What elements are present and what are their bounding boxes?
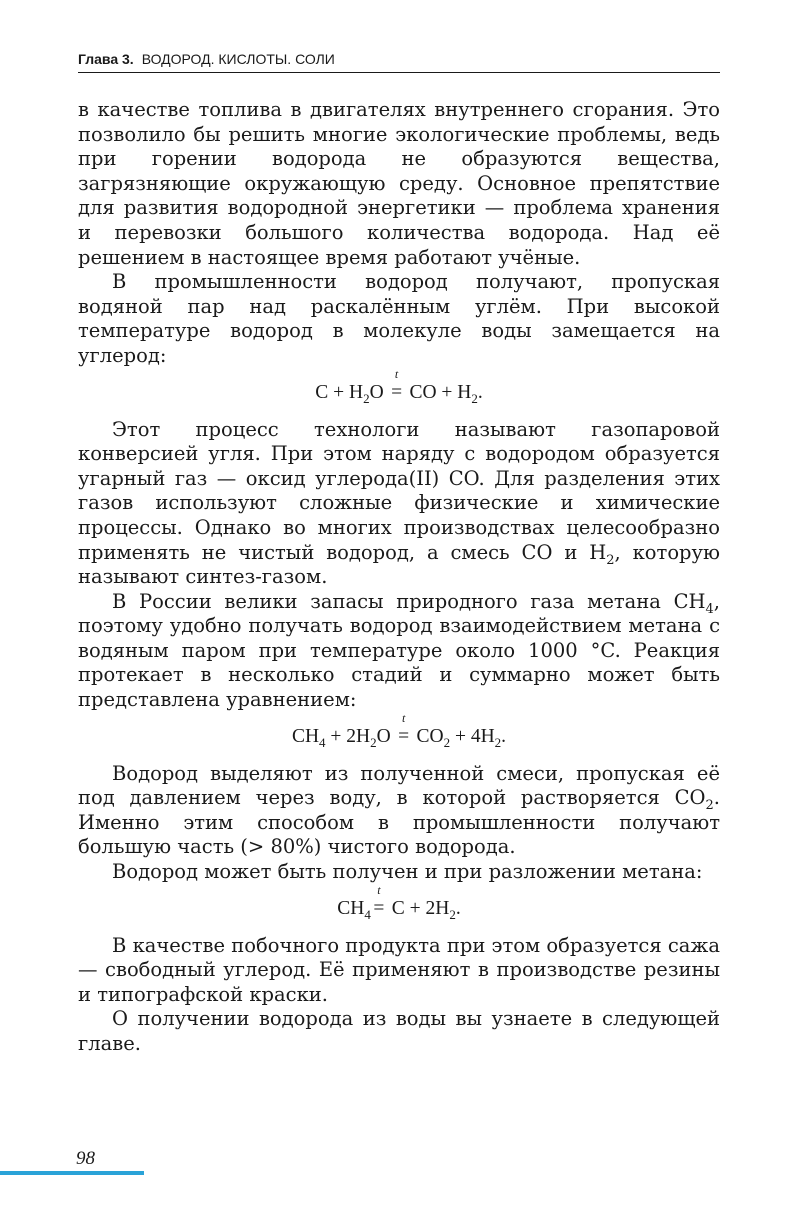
eq1-part-c: CO + H — [404, 381, 472, 403]
eq1-part-b: O — [369, 381, 389, 403]
eq1-part-d: . — [477, 381, 483, 403]
paragraph-4-text: В России велики запасы природного газа метана CH — [112, 589, 706, 613]
paragraph-4-end: , поэтому удобно получать водород взаимодействием метана с водяным паром при температуре около 1000 °C. Реакция протекает в несколько стадий и суммарно может быть представлена уравнением: — [78, 589, 720, 712]
page-accent-bar — [0, 1171, 144, 1175]
eq2-sign: = — [398, 725, 410, 747]
eq2-part-f: . — [501, 725, 507, 747]
eq3-condition-sign — [371, 882, 387, 921]
paragraph-4-sub: 4 — [705, 601, 714, 617]
paragraph-4 — [78, 590, 720, 713]
eq3-condition: t — [377, 882, 381, 897]
paragraph-5-end: . Именно этим способом в промышленности получают большую часть (> 80%) чистого водорода. — [78, 786, 720, 859]
eq2-sub-a: 4 — [319, 734, 326, 750]
eq3-sub-b: 2 — [449, 906, 456, 922]
paragraph-7: В качестве побочного продукта при этом образуется сажа — свободный углерод. Её применяют в производстве резины и типографской краски. — [78, 933, 720, 1006]
equation-1 — [78, 366, 720, 406]
eq2-sub-e: 2 — [494, 734, 502, 750]
paragraph-3 — [78, 418, 720, 590]
paragraph-3-sub: 2 — [606, 552, 615, 568]
eq2-part-b: + 2H — [325, 725, 371, 747]
paragraph-8: О получении водорода из воды вы узнаете в следующей главе. — [78, 1007, 720, 1055]
eq2-condition-sign — [396, 710, 412, 749]
eq1-condition-sign — [389, 366, 405, 405]
eq3-sub-a: 4 — [364, 906, 371, 922]
page-body — [78, 98, 720, 1057]
eq2-sub-d: 2 — [443, 734, 451, 750]
eq1-sub-a: 2 — [363, 390, 370, 406]
paragraph-5-sub: 2 — [705, 798, 714, 814]
eq3-part-c: . — [455, 897, 461, 919]
eq2-part-c: O — [376, 725, 396, 747]
eq2-sub-b: 2 — [370, 734, 377, 750]
eq3-part-b: C + 2H — [386, 897, 450, 919]
chapter-label: Глава 3. — [78, 51, 134, 67]
paragraph-3-text: Этот процесс технологи называют газопаровой конверсией угля. При этом наряду с водородом образуется угарный газ — оксид углерода(II) CO. Для разделения этих газов используют сложные физические и химические процессы. Однако во многих производствах целесообразно применять не чистый водород, а смесь CO и H — [78, 417, 720, 564]
eq3-sign: = — [373, 897, 385, 919]
running-header — [78, 50, 720, 73]
paragraph-1: в качестве топлива в двигателях внутреннего сгорания. Это позволило бы решить многие экологические проблемы, ведь при горении водорода не образуются вещества, загрязняющие окружающую среду. Основное препятствие для развития водородной энергетики — проблема хранения и перевозки большого количества водорода. Над её решением в настоящее время работают учёные. — [78, 98, 720, 269]
paragraph-2: В промышленности водород получают, пропуская водяной пар над раскалённым углём. При высокой температуре водород в молекуле воды замещается на углерод: — [78, 270, 720, 367]
chapter-title: ВОДОРОД. КИСЛОТЫ. СОЛИ — [141, 51, 335, 67]
page-number: 98 — [76, 1148, 95, 1169]
eq1-part-a: C + H — [315, 381, 364, 403]
eq1-sub-c: 2 — [471, 390, 478, 406]
eq3-part-a: CH — [337, 897, 365, 919]
paragraph-3-end: , которую называют синтез-газом. — [78, 540, 720, 589]
equation-2 — [78, 710, 720, 750]
paragraph-5-text: Водород выделяют из полученной смеси, пропуская её под давлением через воду, в которой растворяется CO — [78, 761, 720, 810]
eq1-condition: t — [394, 366, 399, 381]
paragraph-5 — [78, 762, 720, 860]
paragraph-6: Водород может быть получен и при разложении метана: — [112, 860, 703, 884]
eq2-part-a: CH — [291, 725, 320, 747]
eq2-part-d: CO — [411, 725, 444, 747]
eq1-sign: = — [391, 381, 403, 403]
equation-3 — [78, 882, 720, 922]
eq2-part-e: + 4H — [450, 725, 495, 747]
eq2-condition: t — [401, 710, 406, 725]
